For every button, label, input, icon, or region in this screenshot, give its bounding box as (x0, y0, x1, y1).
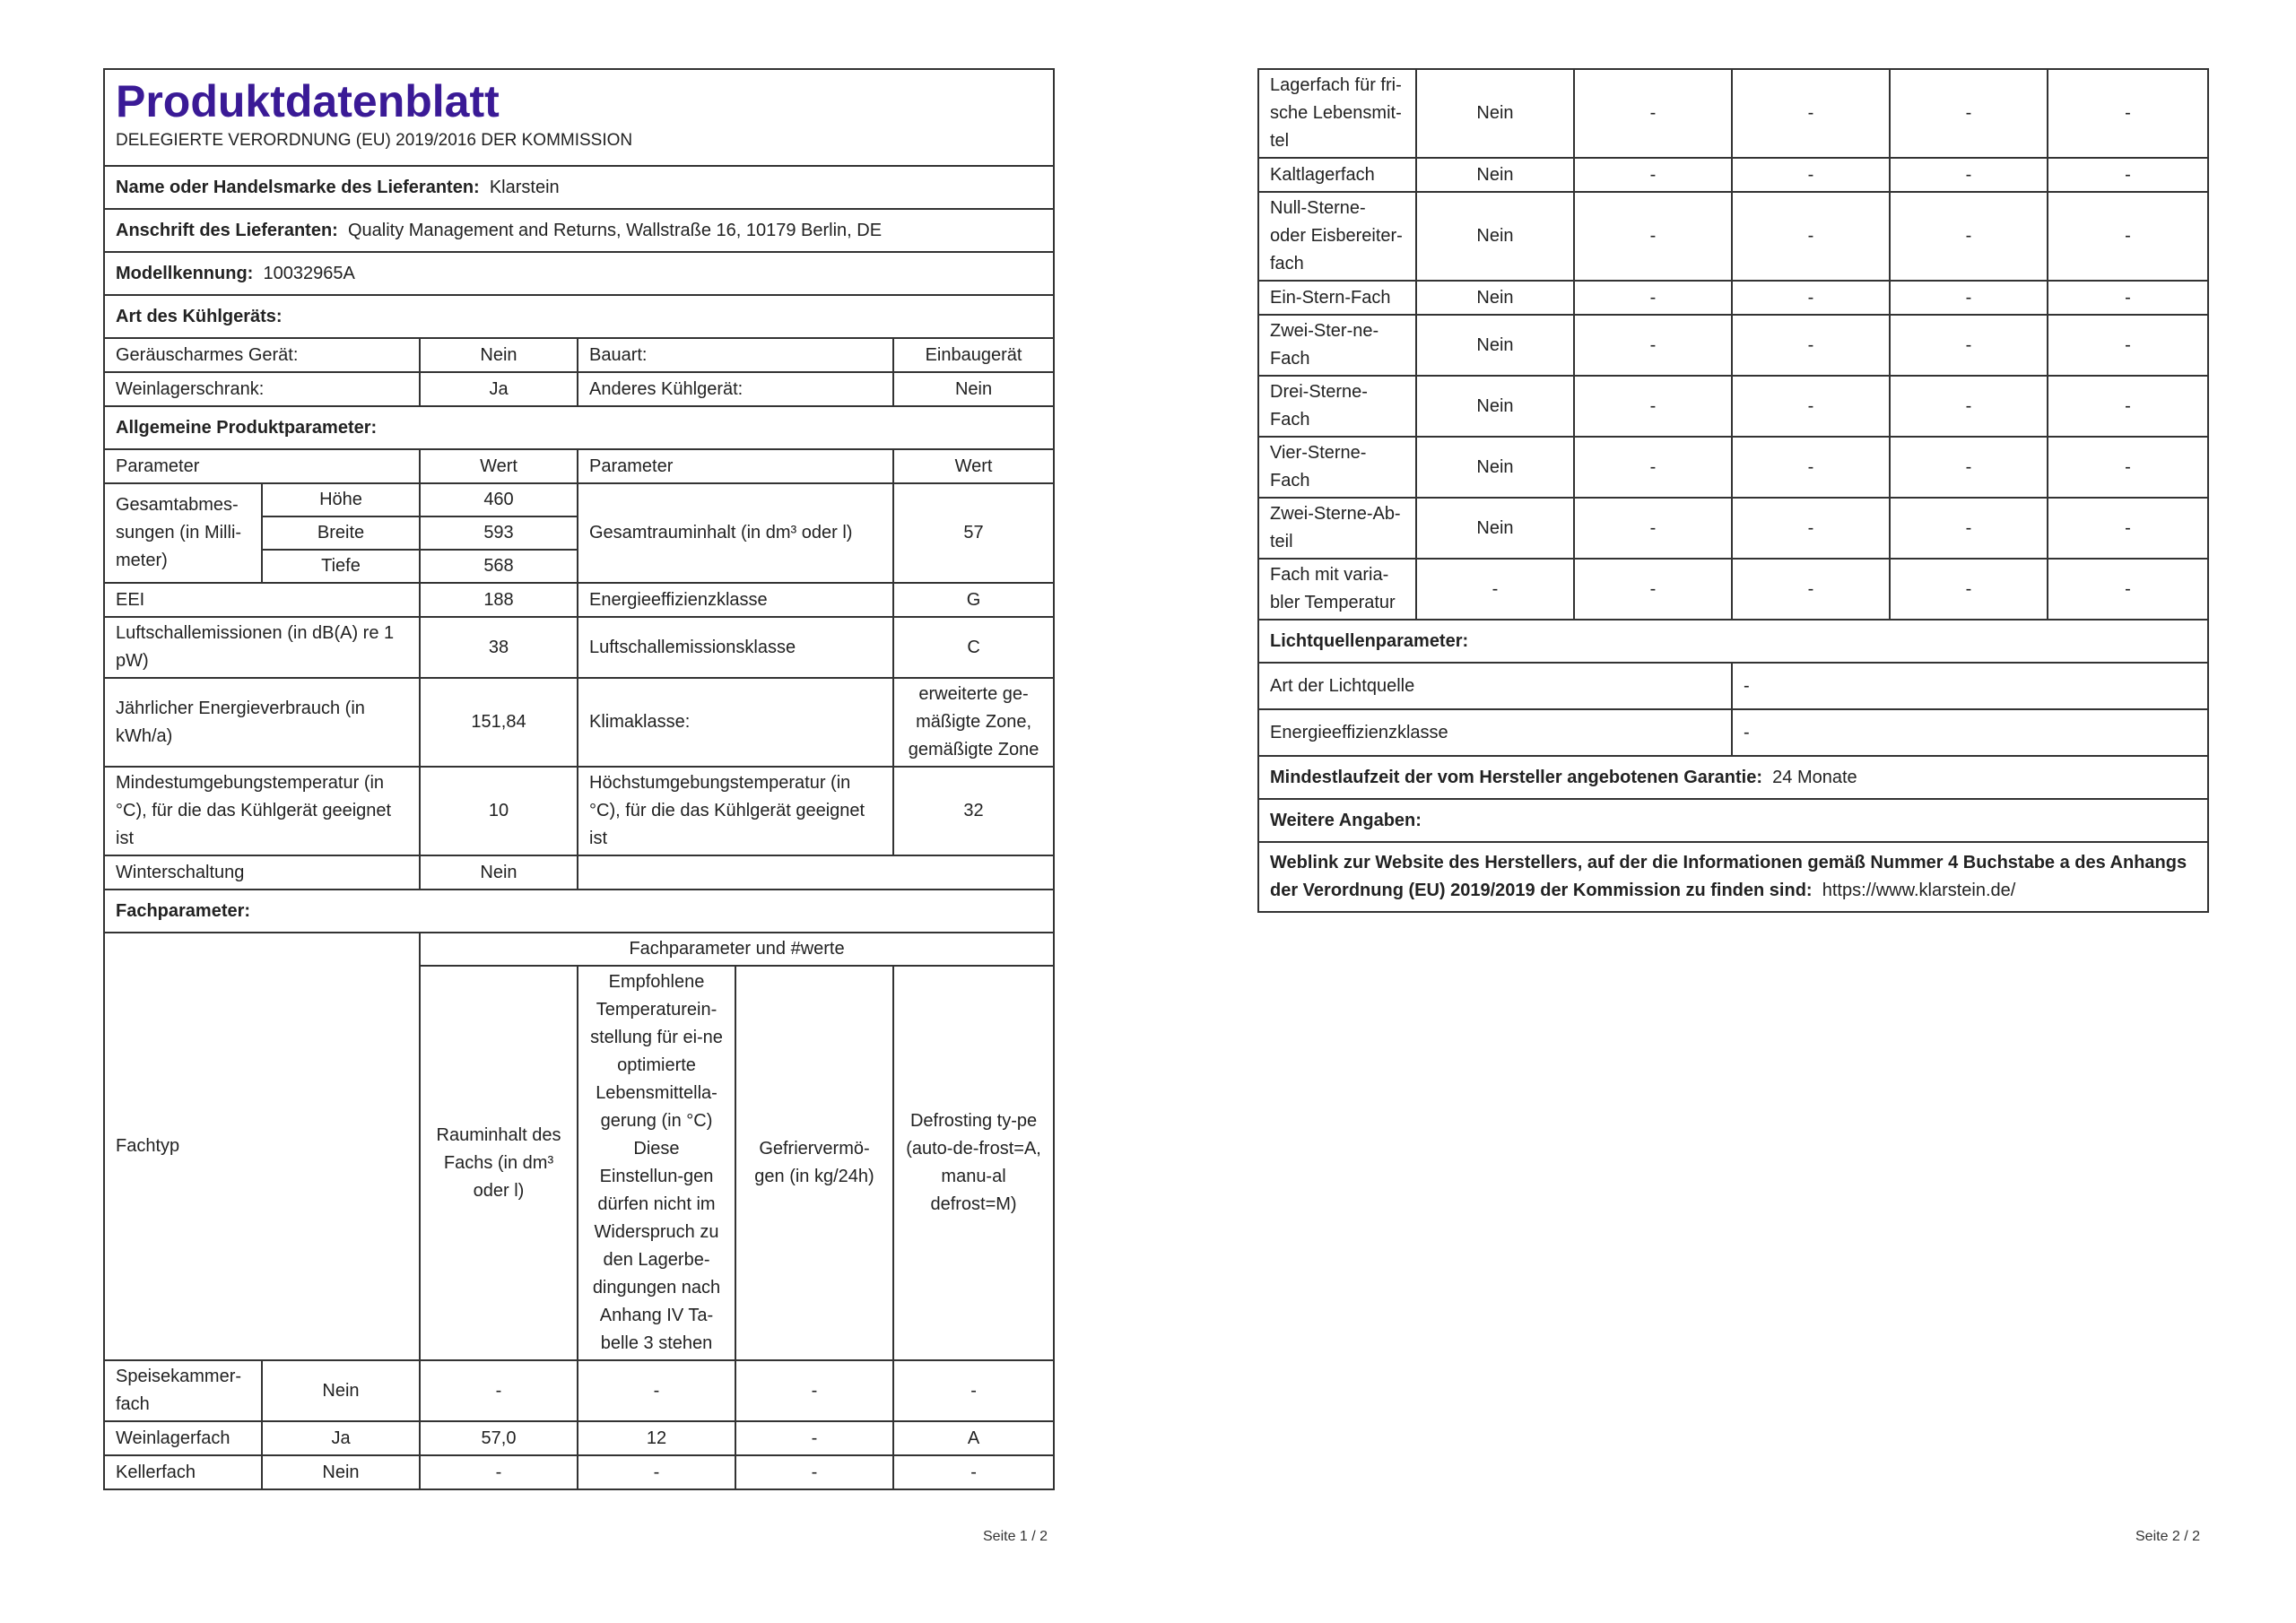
datasheet-table-page-1 (103, 68, 1055, 1490)
compartment-present: Nein (262, 1455, 420, 1489)
empty-cell (578, 855, 1054, 890)
light-class-label: Energieeffizienzklasse (1258, 709, 1732, 756)
light-class-value: - (1732, 709, 2208, 756)
warranty-label: Mindestlaufzeit der vom Hersteller angebotenen Garantie: (1270, 767, 1763, 787)
noise-value: 38 (420, 617, 578, 678)
weblink-row (1258, 842, 2208, 912)
compartment-defrost: - (2048, 315, 2208, 376)
col-value-left: Wert (420, 449, 578, 483)
compartment-name: Weinlagerfach (104, 1421, 262, 1455)
supplier-name-value: Klarstein (489, 177, 560, 197)
compartment-name: Lagerfach für fri-sche Lebensmit-tel (1258, 69, 1416, 158)
compartment-name: Kellerfach (104, 1455, 262, 1489)
light-params-heading: Lichtquellenparameter: (1258, 620, 2208, 663)
energy-class-value: G (893, 583, 1054, 617)
compartment-freeze: - (1890, 376, 2048, 437)
low-noise-label: Geräuscharmes Gerät: (104, 338, 420, 372)
compartment-defrost: - (2048, 437, 2208, 498)
compartment-defrost: - (2048, 498, 2208, 559)
winter-label: Winterschaltung (104, 855, 420, 890)
other-appliance-value: Nein (893, 372, 1054, 406)
compartment-defrost: - (2048, 192, 2208, 281)
compartment-type-label: Fachtyp (104, 933, 420, 1360)
other-appliance-label: Anderes Kühlgerät: (578, 372, 893, 406)
table-row (104, 1455, 1054, 1489)
total-volume-label: Gesamtrauminhalt (in dm³ oder l) (578, 483, 893, 583)
depth-value: 568 (420, 550, 578, 583)
compartment-temp: - (1732, 192, 1890, 281)
table-row (1258, 69, 2208, 158)
model-value: 10032965A (263, 263, 355, 283)
climate-class-value: erweiterte ge-mäßigte Zone, gemäßigte Zone (893, 678, 1054, 767)
dimensions-label: Gesamtabmes-sungen (in Milli-meter) (104, 483, 262, 583)
table-row (1258, 315, 2208, 376)
supplier-name-label: Name oder Handelsmarke des Lieferanten: (116, 177, 480, 197)
compartment-freeze: - (1890, 559, 2048, 620)
compartment-present: Nein (1416, 315, 1574, 376)
width-label: Breite (262, 516, 420, 550)
table-row (1258, 498, 2208, 559)
design-value: Einbaugerät (893, 338, 1054, 372)
table-row (1258, 158, 2208, 192)
compartment-freeze: - (735, 1421, 893, 1455)
compartment-volume: - (1574, 437, 1732, 498)
page-2 (1257, 68, 2207, 913)
general-params-heading: Allgemeine Produktparameter: (104, 406, 1054, 449)
compartment-name: Vier-Sterne-Fach (1258, 437, 1416, 498)
supplier-address-row (104, 209, 1054, 252)
compartment-volume: - (1574, 192, 1732, 281)
wine-cabinet-value: Ja (420, 372, 578, 406)
compartment-defrost: - (2048, 281, 2208, 315)
compartment-temp: - (1732, 376, 1890, 437)
compartment-present: Nein (1416, 281, 1574, 315)
compartment-present: Nein (1416, 192, 1574, 281)
appliance-type-heading: Art des Kühlgeräts: (104, 295, 1054, 338)
noise-class-value: C (893, 617, 1054, 678)
energy-class-label: Energieeffizienzklasse (578, 583, 893, 617)
annual-energy-label: Jährlicher Energieverbrauch (in kWh/a) (104, 678, 420, 767)
compartment-temp: - (578, 1360, 735, 1421)
compartment-name: Kaltlagerfach (1258, 158, 1416, 192)
compartment-defrost: - (893, 1360, 1054, 1421)
page-number-1: Seite 1 / 2 (983, 1529, 1048, 1544)
compartment-defrost: - (2048, 69, 2208, 158)
compartment-defrost: - (893, 1455, 1054, 1489)
compartment-volume: 57,0 (420, 1421, 578, 1455)
noise-class-label: Luftschallemissionsklasse (578, 617, 893, 678)
compartment-volume: - (1574, 498, 1732, 559)
max-temp-label: Höchstumgebungstemperatur (in °C), für die das Kühlgerät geeignet ist (578, 767, 893, 855)
winter-value: Nein (420, 855, 578, 890)
compartment-volume: - (1574, 315, 1732, 376)
compartment-present: Nein (1416, 69, 1574, 158)
supplier-address-label: Anschrift des Lieferanten: (116, 220, 338, 240)
further-info-heading: Weitere Angaben: (1258, 799, 2208, 842)
compartment-present: Nein (262, 1360, 420, 1421)
col-volume-header: Rauminhalt des Fachs (in dm³ oder l) (420, 966, 578, 1360)
compartment-temp: - (1732, 559, 1890, 620)
compartment-defrost: - (2048, 376, 2208, 437)
compartment-params-heading: Fachparameter: (104, 890, 1054, 933)
max-temp-value: 32 (893, 767, 1054, 855)
compartment-present: Nein (1416, 158, 1574, 192)
table-row (104, 1360, 1054, 1421)
compartment-volume: - (1574, 376, 1732, 437)
compartment-volume: - (1574, 281, 1732, 315)
compartment-freeze: - (1890, 498, 2048, 559)
design-label: Bauart: (578, 338, 893, 372)
annual-energy-value: 151,84 (420, 678, 578, 767)
compartment-freeze: - (1890, 192, 2048, 281)
compartment-temp: - (1732, 281, 1890, 315)
col-value-right: Wert (893, 449, 1054, 483)
height-label: Höhe (262, 483, 420, 516)
compartment-name: Drei-Sterne-Fach (1258, 376, 1416, 437)
compartment-group-header: Fachparameter und #werte (420, 933, 1054, 966)
regulation-subtitle: DELEGIERTE VERORDNUNG (EU) 2019/2016 DER KOMMISSION (116, 131, 633, 150)
compartment-defrost: A (893, 1421, 1054, 1455)
datasheet-table-page-2 (1257, 68, 2209, 913)
col-parameter-left: Parameter (104, 449, 420, 483)
compartment-name: Speisekammer-fach (104, 1360, 262, 1421)
col-defrost-header: Defrosting ty-pe (auto-de-frost=A, manu-al defrost=M) (893, 966, 1054, 1360)
table-row (104, 1421, 1054, 1455)
height-value: 460 (420, 483, 578, 516)
col-freeze-header: Gefriervermö-gen (in kg/24h) (735, 966, 893, 1360)
table-row (1258, 559, 2208, 620)
col-temp-header: Empfohlene Temperaturein-stellung für ei-ne optimierte Lebensmittella-gerung (in °C) Diese Einstellun-gen dürfen nicht im Widerspruch zu den Lagerbe-dingungen nach Anhang IV Ta-belle 3 stehen (578, 966, 735, 1360)
page-1 (103, 68, 1053, 1490)
compartment-volume: - (420, 1455, 578, 1489)
light-type-value: - (1732, 663, 2208, 709)
min-temp-label: Mindestumgebungstemperatur (in °C), für die das Kühlgerät geeignet ist (104, 767, 420, 855)
page-title: Produktdatenblatt (116, 76, 500, 126)
compartment-freeze: - (1890, 437, 2048, 498)
min-temp-value: 10 (420, 767, 578, 855)
compartment-temp: - (1732, 158, 1890, 192)
compartment-name: Ein-Stern-Fach (1258, 281, 1416, 315)
table-row (1258, 281, 2208, 315)
col-parameter-right: Parameter (578, 449, 893, 483)
weblink-value[interactable]: https://www.klarstein.de/ (1822, 881, 2016, 900)
compartment-temp: - (1732, 315, 1890, 376)
compartment-defrost: - (2048, 158, 2208, 192)
wine-cabinet-label: Weinlagerschrank: (104, 372, 420, 406)
compartment-temp: - (1732, 498, 1890, 559)
width-value: 593 (420, 516, 578, 550)
page-number-2: Seite 2 / 2 (2135, 1529, 2201, 1544)
compartment-volume: - (1574, 559, 1732, 620)
compartment-temp: 12 (578, 1421, 735, 1455)
eei-value: 188 (420, 583, 578, 617)
compartment-present: Ja (262, 1421, 420, 1455)
compartment-temp: - (1732, 437, 1890, 498)
compartment-name: Null-Sterne- oder Eisbereiter-fach (1258, 192, 1416, 281)
compartment-volume: - (1574, 158, 1732, 192)
header-cell (104, 69, 1054, 166)
supplier-address-value: Quality Management and Returns, Wallstraße 16, 10179 Berlin, DE (347, 220, 883, 240)
compartment-freeze: - (735, 1455, 893, 1489)
compartment-present: Nein (1416, 376, 1574, 437)
supplier-name-row (104, 166, 1054, 209)
compartment-name: Fach mit varia-bler Temperatur (1258, 559, 1416, 620)
compartment-present: Nein (1416, 437, 1574, 498)
eei-label: EEI (104, 583, 420, 617)
compartment-defrost: - (2048, 559, 2208, 620)
light-type-label: Art der Lichtquelle (1258, 663, 1732, 709)
warranty-row (1258, 756, 2208, 799)
compartment-freeze: - (1890, 315, 2048, 376)
compartment-volume: - (1574, 69, 1732, 158)
total-volume-value: 57 (893, 483, 1054, 583)
compartment-name: Zwei-Sterne-Ab-teil (1258, 498, 1416, 559)
table-row (1258, 437, 2208, 498)
climate-class-label: Klimaklasse: (578, 678, 893, 767)
compartment-freeze: - (1890, 69, 2048, 158)
compartment-name: Zwei-Ster-ne-Fach (1258, 315, 1416, 376)
model-label: Modellkennung: (116, 263, 254, 283)
low-noise-value: Nein (420, 338, 578, 372)
table-row (1258, 376, 2208, 437)
compartment-present: - (1416, 559, 1574, 620)
noise-label: Luftschallemissionen (in dB(A) re 1 pW) (104, 617, 420, 678)
weblink-label: Weblink zur Website des Herstellers, auf der die Informationen gemäß Nummer 4 Buchstabe a des Anhangs der Verordnung (EU) 2019/2019 der Kommission zu finden sind: (1270, 853, 2187, 900)
compartment-present: Nein (1416, 498, 1574, 559)
compartment-volume: - (420, 1360, 578, 1421)
depth-label: Tiefe (262, 550, 420, 583)
compartment-temp: - (1732, 69, 1890, 158)
warranty-value: 24 Monate (1772, 767, 1857, 787)
compartment-freeze: - (735, 1360, 893, 1421)
compartment-freeze: - (1890, 158, 2048, 192)
compartment-freeze: - (1890, 281, 2048, 315)
model-row (104, 252, 1054, 295)
table-row (1258, 192, 2208, 281)
compartment-temp: - (578, 1455, 735, 1489)
